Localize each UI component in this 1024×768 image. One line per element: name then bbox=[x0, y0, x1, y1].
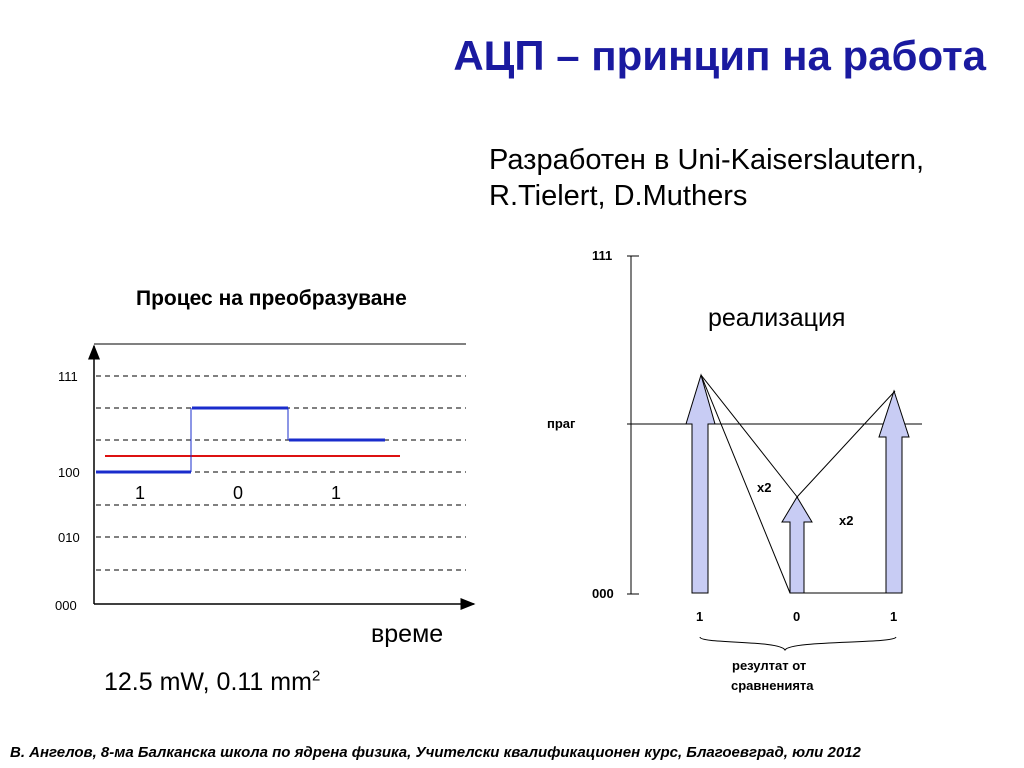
result-caption-line-1: резултат от bbox=[732, 658, 807, 673]
threshold-label: праг bbox=[547, 416, 576, 431]
gain-label-1st: x2 bbox=[757, 480, 772, 495]
conversion-chart bbox=[55, 344, 474, 613]
tick-label-111: 111 bbox=[58, 369, 78, 384]
conversion-process-heading: Процес на преобразуване bbox=[136, 287, 407, 310]
slide-footer: В. Ангелов, 8-ма Балканска школа по ядрена физика, Учителски квалификационен курс, Благоевград, юли 2012 bbox=[10, 744, 861, 761]
result-caption-line-2: сравненията bbox=[731, 678, 814, 693]
implementation-heading: реализация bbox=[708, 304, 846, 332]
comparator-arrow-2nd bbox=[782, 497, 812, 593]
power-area-exponent: 2 bbox=[311, 667, 321, 685]
range-bottom-label: 000 bbox=[592, 586, 614, 601]
bit-label-2nd: 0 bbox=[233, 483, 244, 503]
bit-label-1st: 1 bbox=[135, 483, 146, 503]
credit-line-2: R.Tielert, D.Muthers bbox=[489, 180, 748, 212]
tick-label-100: 100 bbox=[58, 465, 80, 480]
result-bit-1st: 1 bbox=[696, 609, 704, 624]
slide-title: АЦП – принцип на работа bbox=[453, 32, 986, 79]
result-bit-2nd: 0 bbox=[793, 609, 801, 624]
gain-label-2nd: x2 bbox=[839, 513, 854, 528]
result-bit-3rd: 1 bbox=[890, 609, 898, 624]
comparator-arrow-1st bbox=[686, 375, 715, 593]
credit-line-1: Разработен в Uni-Kaiserslautern, bbox=[489, 144, 925, 176]
result-brace bbox=[700, 637, 896, 650]
bit-label-3rd: 1 bbox=[331, 483, 342, 503]
implementation-diagram bbox=[547, 248, 922, 693]
tick-label-000: 000 bbox=[55, 598, 77, 613]
time-axis-label: време bbox=[371, 620, 444, 648]
range-top-label: 111 bbox=[592, 248, 613, 263]
power-area-text: 12.5 mW, 0.11 mm bbox=[104, 668, 312, 696]
tick-label-010: 010 bbox=[58, 530, 80, 545]
comparator-arrow-3rd bbox=[879, 391, 909, 593]
